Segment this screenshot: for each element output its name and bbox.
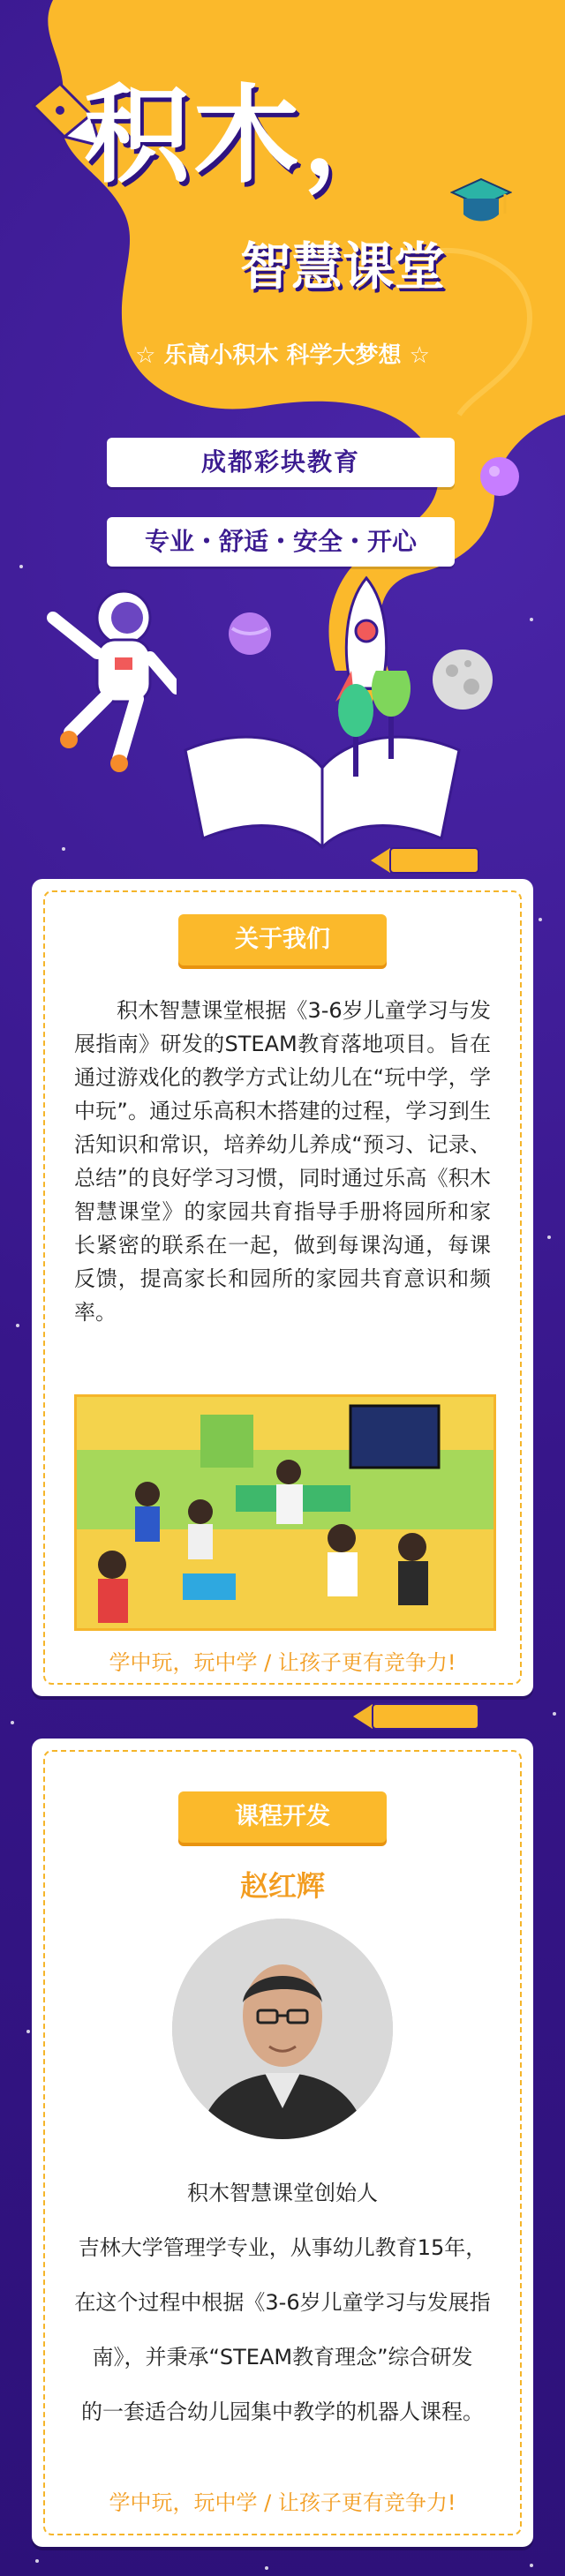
about-card <box>32 879 533 1696</box>
teacher-bio-line: 在这个过程中根据《3-6岁儿童学习与发展指 <box>74 2290 491 2315</box>
teacher-name: 赵红辉 <box>239 1869 325 1903</box>
planet-icon <box>477 454 523 499</box>
teacher-bio <box>74 2166 491 2439</box>
teacher-bio-line: 南》，并秉承“STEAM教育理念”综合研发 <box>92 2345 473 2369</box>
planet-icon <box>225 609 275 658</box>
classroom-photo <box>74 1394 496 1631</box>
astronaut-icon <box>35 582 177 777</box>
course-card <box>32 1739 533 2547</box>
crayon-icon <box>371 843 486 878</box>
graduation-cap-icon <box>450 175 512 228</box>
course-footer: 学中玩，玩中学 / 让孩子更有竞争力! <box>109 2490 456 2515</box>
values-pill: 专业・舒适・安全・开心 <box>107 517 455 567</box>
hero-title: 积木， <box>84 75 412 198</box>
about-text: 积木智慧课堂根据《3-6岁儿童学习与发展指南》研发的STEAM教育落地项目。旨在通过游戏化的教学方式让幼儿在“玩中学，学中玩”。通过乐高积木搭建的过程，学习到生活知识和常识，培养幼儿养成“预习、记录、总结”的良好学习习惯，同时通过乐高《积木智慧课堂》的家园共育指导手册将园所和家长紧密的联系在一起，做到每课沟通，每课反馈，提高家长和园所的家园共育意识和频率。 <box>74 998 491 1325</box>
teacher-avatar <box>172 1919 393 2139</box>
school-name-pill: 成都彩块教育 <box>107 438 455 487</box>
course-tag: 课程开发 <box>178 1791 387 1843</box>
open-book-icon <box>177 671 468 856</box>
hero-subtitle: 智慧课堂 <box>240 237 446 297</box>
about-tag: 关于我们 <box>178 914 387 965</box>
crayon-icon <box>353 1699 486 1734</box>
teacher-bio-line: 积木智慧课堂创始人 <box>187 2181 378 2205</box>
about-footer: 学中玩，玩中学 / 让孩子更有竞争力! <box>109 1650 456 1675</box>
teacher-bio-line: 吉林大学管理学专业，从事幼儿教育15年， <box>78 2235 487 2260</box>
teacher-bio-line: 的一套适合幼儿园集中教学的机器人课程。 <box>81 2400 484 2424</box>
hero-slogan: ☆ 乐高小积木 科学大梦想 ☆ <box>135 342 430 369</box>
